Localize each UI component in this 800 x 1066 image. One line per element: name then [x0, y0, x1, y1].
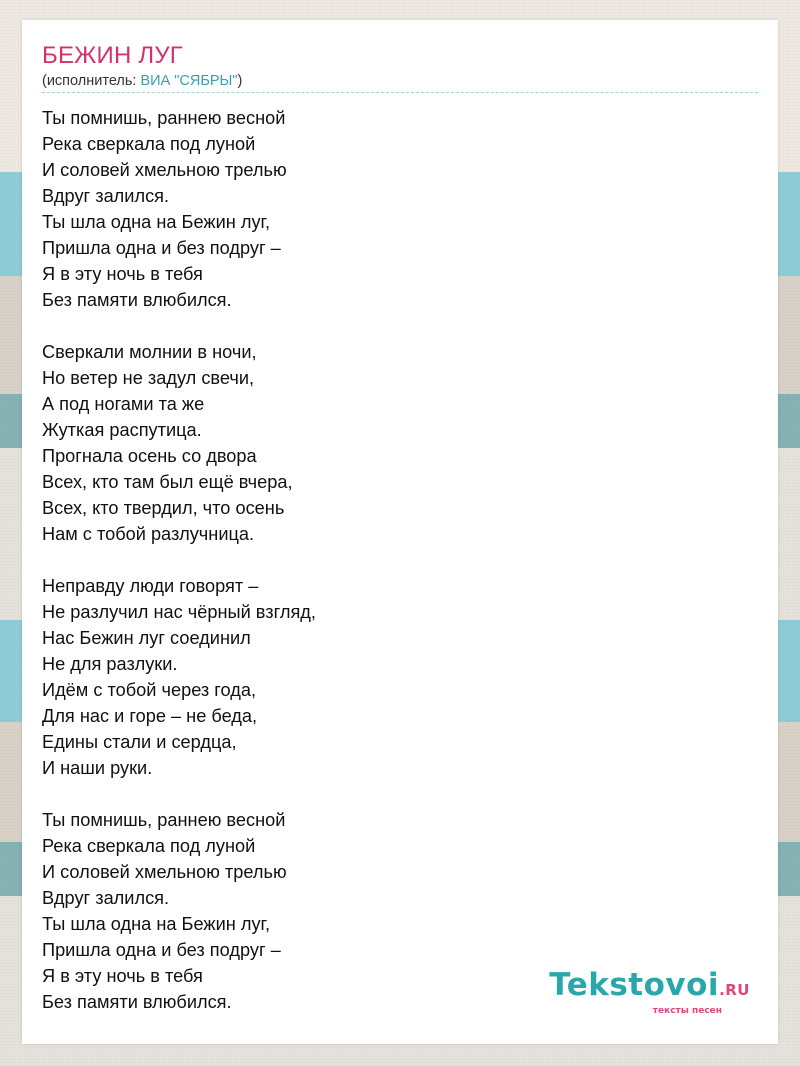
- lyrics-line: Вдруг залился.: [42, 888, 170, 908]
- lyrics-line: Не для разлуки.: [42, 654, 178, 674]
- lyrics-line: Река сверкала под луной: [42, 134, 256, 154]
- lyrics-line: Река сверкала под луной: [42, 836, 256, 856]
- logo-name: Tekstovoi: [549, 967, 720, 1003]
- lyrics-line: Всех, кто там был ещё вчера,: [42, 472, 293, 492]
- lyrics-card: [22, 20, 778, 1044]
- logo-tld: .RU: [719, 981, 750, 999]
- lyrics-stanza: [42, 105, 316, 313]
- lyrics-line: А под ногами та же: [42, 394, 205, 414]
- lyrics-line: Пришла одна и без подруг –: [42, 238, 281, 258]
- lyrics-line: И наши руки.: [42, 758, 153, 778]
- lyrics-line: И соловей хмельною трелью: [42, 160, 287, 180]
- lyrics-line: Я в эту ночь в тебя: [42, 264, 203, 284]
- lyrics-line: Нам с тобой разлучница.: [42, 524, 255, 544]
- lyrics-body: [42, 105, 316, 1041]
- lyrics-line: Сверкали молнии в ночи,: [42, 342, 257, 362]
- lyrics-line: Прогнала осень со двора: [42, 446, 257, 466]
- lyrics-line: Пришла одна и без подруг –: [42, 940, 281, 960]
- artist-line: [42, 73, 242, 89]
- lyrics-line: Для нас и горе – не беда,: [42, 706, 258, 726]
- logo-wordmark: [549, 969, 750, 1006]
- lyrics-line: Без памяти влюбился.: [42, 992, 232, 1012]
- artist-suffix: ): [237, 73, 243, 89]
- logo-tagline: тексты песен: [652, 1006, 722, 1016]
- lyrics-line: Ты шла одна на Бежин луг,: [42, 212, 270, 232]
- lyrics-line: Идём с тобой через года,: [42, 680, 257, 700]
- lyrics-line: Без памяти влюбился.: [42, 290, 232, 310]
- lyrics-line: Я в эту ночь в тебя: [42, 966, 203, 986]
- lyrics-line: Всех, кто твердил, что осень: [42, 498, 285, 518]
- lyrics-line: Ты помнишь, раннею весной: [42, 810, 286, 830]
- lyrics-line: Вдруг залился.: [42, 186, 170, 206]
- lyrics-line: Нас Бежин луг соединил: [42, 628, 251, 648]
- lyrics-line: Неправду люди говорят –: [42, 576, 259, 596]
- lyrics-line: Едины стали и сердца,: [42, 732, 237, 752]
- song-title: БЕЖИН ЛУГ: [42, 42, 183, 69]
- lyrics-line: Жуткая распутица.: [42, 420, 202, 440]
- lyrics-line: И соловей хмельною трелью: [42, 862, 287, 882]
- artist-prefix: (исполнитель:: [42, 73, 141, 89]
- site-logo[interactable]: [549, 969, 750, 1016]
- lyrics-line: Ты шла одна на Бежин луг,: [42, 914, 270, 934]
- lyrics-line: Но ветер не задул свечи,: [42, 368, 255, 388]
- title-divider: [42, 92, 758, 93]
- lyrics-stanza: [42, 339, 316, 547]
- artist-link[interactable]: ВИА "СЯБРЫ": [140, 73, 238, 89]
- lyrics-line: Не разлучил нас чёрный взгляд,: [42, 602, 316, 622]
- lyrics-stanza: [42, 807, 316, 1015]
- lyrics-line: Ты помнишь, раннею весной: [42, 108, 286, 128]
- lyrics-stanza: [42, 573, 316, 781]
